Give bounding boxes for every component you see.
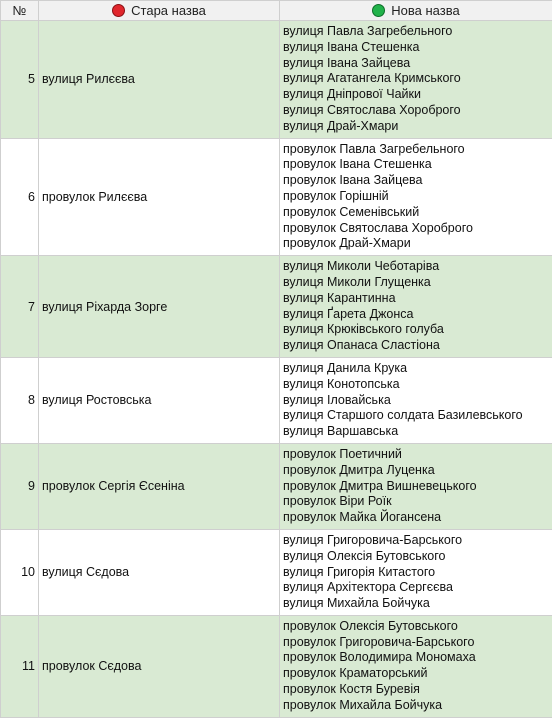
new-name-option: вулиця Олексія Бутовського <box>283 549 552 565</box>
new-name-option: провулок Івана Зайцева <box>283 173 552 189</box>
new-name-option: вулиця Варшавська <box>283 424 552 440</box>
new-name-option: вулиця Агатангела Кримського <box>283 71 552 87</box>
new-name-option: вулиця Конотопська <box>283 377 552 393</box>
new-names-cell[interactable] <box>280 615 552 717</box>
new-name-option: вулиця Архітектора Сергєєва <box>283 580 552 596</box>
new-name-option: вулиця Івана Стешенка <box>283 40 552 56</box>
new-name-option: провулок Віри Роїк <box>283 494 552 510</box>
old-name-cell[interactable]: вулиця Ростовська <box>39 357 280 443</box>
new-name-option: вулиця Григорія Китастого <box>283 565 552 581</box>
new-name-option: вулиця Ґарета Джонса <box>283 307 552 323</box>
row-number-cell[interactable]: 6 <box>1 138 39 256</box>
new-name-option: вулиця Опанаса Сластіона <box>283 338 552 354</box>
new-name-option: провулок Олексія Бутовського <box>283 619 552 635</box>
new-name-option: провулок Григоровича-Барського <box>283 635 552 651</box>
table-row <box>1 138 552 256</box>
new-name-option: вулиця Старшого солдата Базилевського <box>283 408 552 424</box>
table-row <box>1 615 552 717</box>
red-circle-icon <box>112 4 125 17</box>
table-row <box>1 256 552 358</box>
new-name-option: провулок Семенівський <box>283 205 552 221</box>
new-name-option: вулиця Данила Крука <box>283 361 552 377</box>
new-names-cell[interactable] <box>280 256 552 358</box>
new-name-option: провулок Краматорський <box>283 666 552 682</box>
new-name-option: вулиця Крюківського голуба <box>283 322 552 338</box>
header-row <box>1 1 552 21</box>
new-name-option: вулиця Святослава Хороброго <box>283 103 552 119</box>
old-name-cell[interactable]: провулок Сєдова <box>39 615 280 717</box>
row-number-cell[interactable]: 11 <box>1 615 39 717</box>
new-name-option: вулиця Драй-Хмари <box>283 119 552 135</box>
green-circle-icon <box>372 4 385 17</box>
new-name-option: провулок Івана Стешенка <box>283 157 552 173</box>
header-new-name[interactable]: Нова назва <box>280 1 552 21</box>
row-number-cell[interactable]: 8 <box>1 357 39 443</box>
old-name-cell[interactable]: вулиця Рилєєва <box>39 21 280 139</box>
old-name-cell[interactable]: провулок Сергія Єсеніна <box>39 443 280 529</box>
new-name-option: провулок Костя Буревія <box>283 682 552 698</box>
new-name-option: провулок Дмитра Луценка <box>283 463 552 479</box>
table-row <box>1 443 552 529</box>
new-name-option: вулиця Карантинна <box>283 291 552 307</box>
old-name-cell[interactable]: провулок Рилєєва <box>39 138 280 256</box>
header-num[interactable]: № <box>1 1 39 21</box>
new-names-cell[interactable] <box>280 138 552 256</box>
new-name-option: вулиця Михайла Бойчука <box>283 596 552 612</box>
old-name-cell[interactable]: вулиця Сєдова <box>39 529 280 615</box>
table-row <box>1 529 552 615</box>
new-name-option: вулиця Івана Зайцева <box>283 56 552 72</box>
new-name-option: вулиця Миколи Глущенка <box>283 275 552 291</box>
new-name-option: провулок Поетичний <box>283 447 552 463</box>
header-old-name[interactable]: Стара назва <box>39 1 280 21</box>
new-names-cell[interactable] <box>280 21 552 139</box>
row-number-cell[interactable]: 5 <box>1 21 39 139</box>
old-name-cell[interactable]: вулиця Ріхарда Зорге <box>39 256 280 358</box>
new-name-option: вулиця Дніпрової Чайки <box>283 87 552 103</box>
new-names-cell[interactable] <box>280 443 552 529</box>
new-name-option: вулиця Григоровича-Барського <box>283 533 552 549</box>
new-name-option: провулок Павла Загребельного <box>283 142 552 158</box>
new-name-option: провулок Майка Йогансена <box>283 510 552 526</box>
row-number-cell[interactable]: 9 <box>1 443 39 529</box>
new-names-cell[interactable] <box>280 529 552 615</box>
new-names-cell[interactable] <box>280 357 552 443</box>
new-name-option: провулок Горішній <box>283 189 552 205</box>
new-name-option: провулок Володимира Мономаха <box>283 650 552 666</box>
table-row <box>1 357 552 443</box>
new-name-option: провулок Дмитра Вишневецького <box>283 479 552 495</box>
table-row <box>1 21 552 139</box>
new-name-option: вулиця Іловайська <box>283 393 552 409</box>
new-name-option: провулок Святослава Хороброго <box>283 221 552 237</box>
new-name-option: вулиця Миколи Чеботаріва <box>283 259 552 275</box>
new-name-option: вулиця Павла Загребельного <box>283 24 552 40</box>
row-number-cell[interactable]: 10 <box>1 529 39 615</box>
new-name-option: провулок Михайла Бойчука <box>283 698 552 714</box>
new-name-option: провулок Драй-Хмари <box>283 236 552 252</box>
row-number-cell[interactable]: 7 <box>1 256 39 358</box>
